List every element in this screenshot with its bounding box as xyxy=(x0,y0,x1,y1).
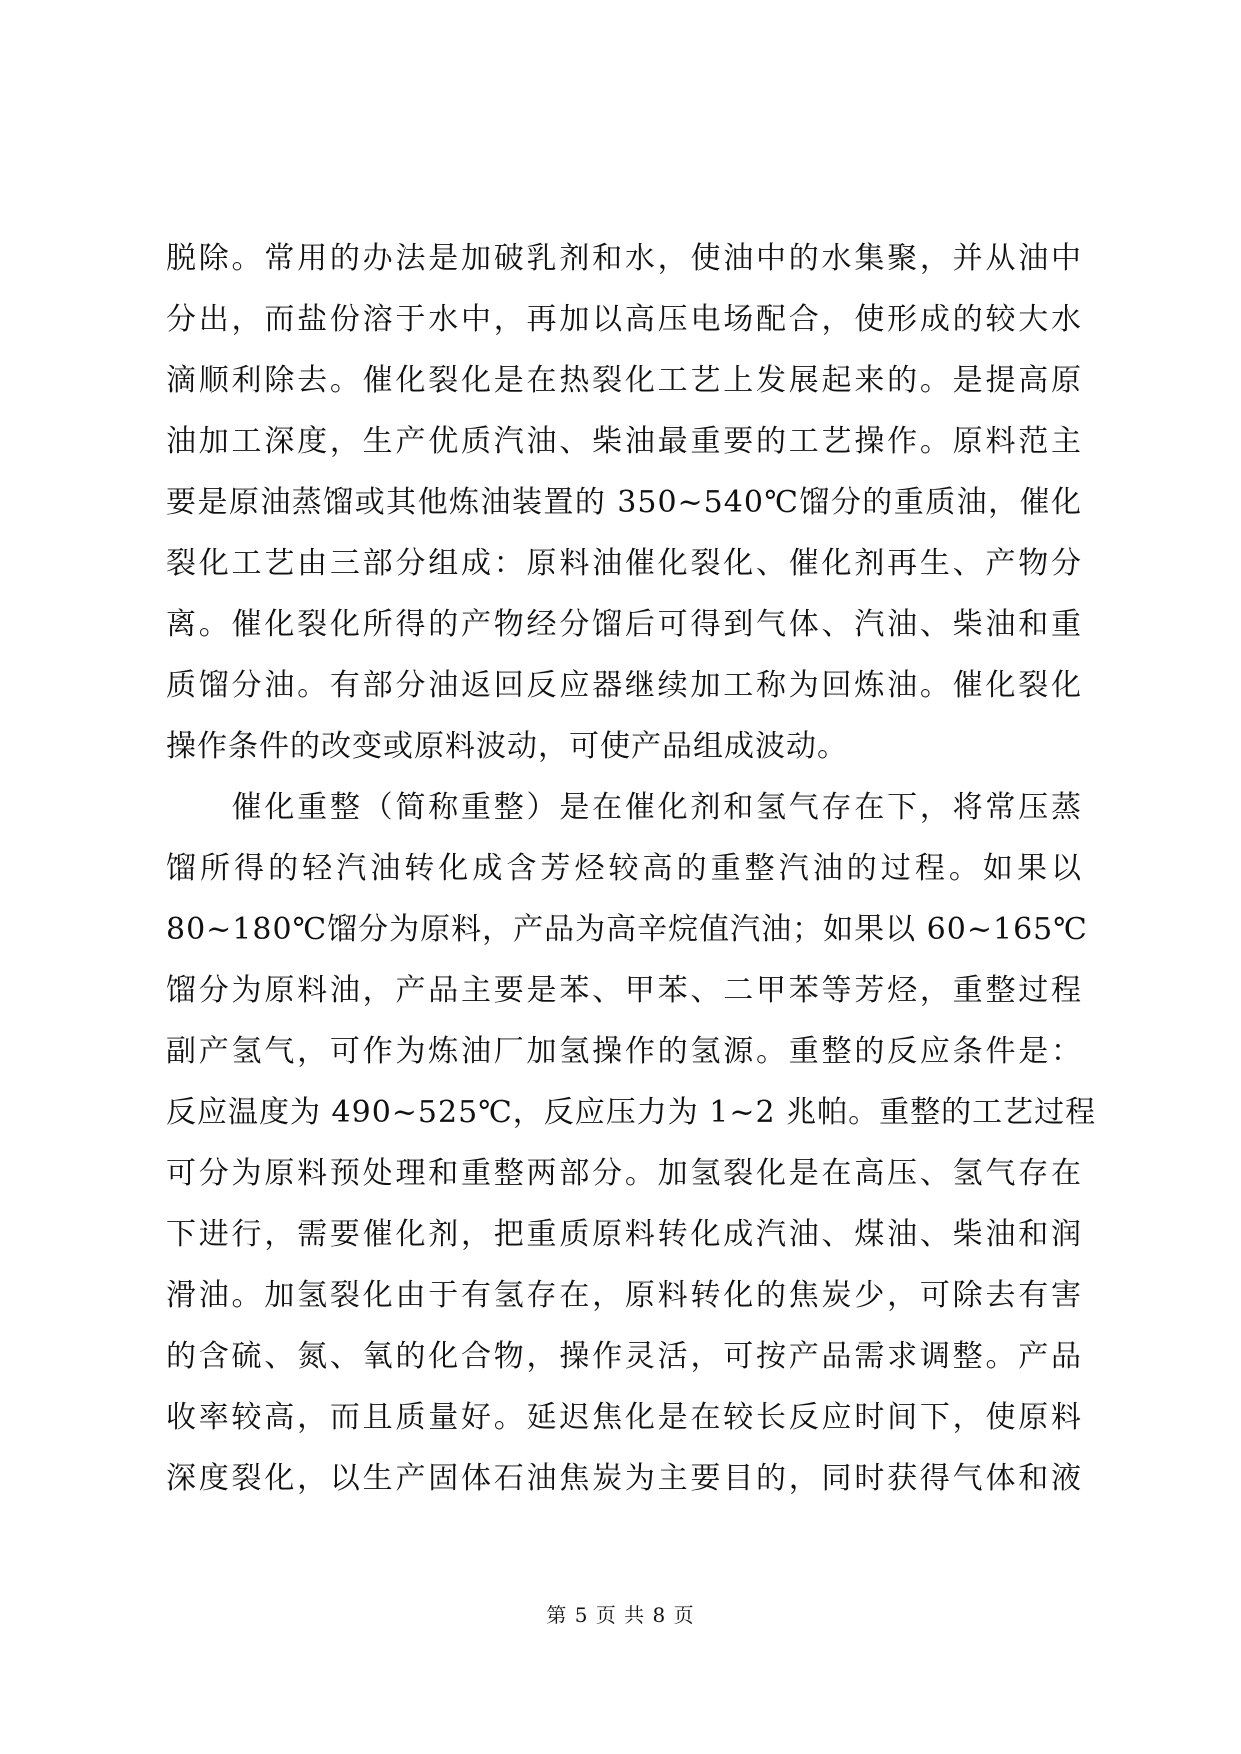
text-line: 80~180℃馏分为原料，产品为高辛烷值汽油；如果以 60~165℃ xyxy=(166,912,1088,947)
text-line: 离。催化裂化所得的产物经分馏后可得到气体、汽油、柴油和重 xyxy=(166,607,1082,642)
page-number-footer: 第 5 页 共 8 页 xyxy=(546,1603,695,1627)
text-line: 可分为原料预处理和重整两部分。加氢裂化是在高压、氢气存在 xyxy=(166,1156,1082,1191)
body-text xyxy=(166,228,1097,1509)
text-line: 副产氢气，可作为炼油厂加氢操作的氢源。重整的反应条件是： xyxy=(166,1034,1082,1069)
text-line: 分出，而盐份溶于水中，再加以高压电场配合，使形成的较大水 xyxy=(166,302,1082,337)
paragraph-2 xyxy=(166,777,1097,1509)
text-line: 质馏分油。有部分油返回反应器继续加工称为回炼油。催化裂化 xyxy=(166,668,1082,703)
text-line: 下进行，需要催化剂，把重质原料转化成汽油、煤油、柴油和润 xyxy=(166,1217,1082,1252)
text-line: 要是原油蒸馏或其他炼油装置的 350~540℃馏分的重质油，催化 xyxy=(166,485,1082,520)
text-line: 馏分为原料油，产品主要是苯、甲苯、二甲苯等芳烃，重整过程 xyxy=(166,973,1082,1008)
text-line: 滑油。加氢裂化由于有氢存在，原料转化的焦炭少，可除去有害 xyxy=(166,1278,1082,1313)
text-line: 催化重整（简称重整）是在催化剂和氢气存在下，将常压蒸 xyxy=(166,790,1082,825)
paragraph-1 xyxy=(166,228,1082,777)
text-line: 馏所得的轻汽油转化成含芳烃较高的重整汽油的过程。如果以 xyxy=(166,851,1082,886)
text-line: 深度裂化，以生产固体石油焦炭为主要目的，同时获得气体和液 xyxy=(166,1461,1082,1496)
text-line: 裂化工艺由三部分组成：原料油催化裂化、催化剂再生、产物分 xyxy=(166,546,1082,581)
text-line: 操作条件的改变或原料波动，可使产品组成波动。 xyxy=(166,729,848,764)
text-line: 的含硫、氮、氧的化合物，操作灵活，可按产品需求调整。产品 xyxy=(166,1339,1082,1374)
text-line: 油加工深度，生产优质汽油、柴油最重要的工艺操作。原料范主 xyxy=(166,424,1082,459)
text-line: 滴顺利除去。催化裂化是在热裂化工艺上发展起来的。是提高原 xyxy=(166,363,1082,398)
text-line: 脱除。常用的办法是加破乳剂和水，使油中的水集聚，并从油中 xyxy=(166,241,1082,276)
text-line: 反应温度为 490~525℃，反应压力为 1~2 兆帕。重整的工艺过程 xyxy=(166,1095,1097,1130)
text-line: 收率较高，而且质量好。延迟焦化是在较长反应时间下，使原料 xyxy=(166,1400,1082,1435)
